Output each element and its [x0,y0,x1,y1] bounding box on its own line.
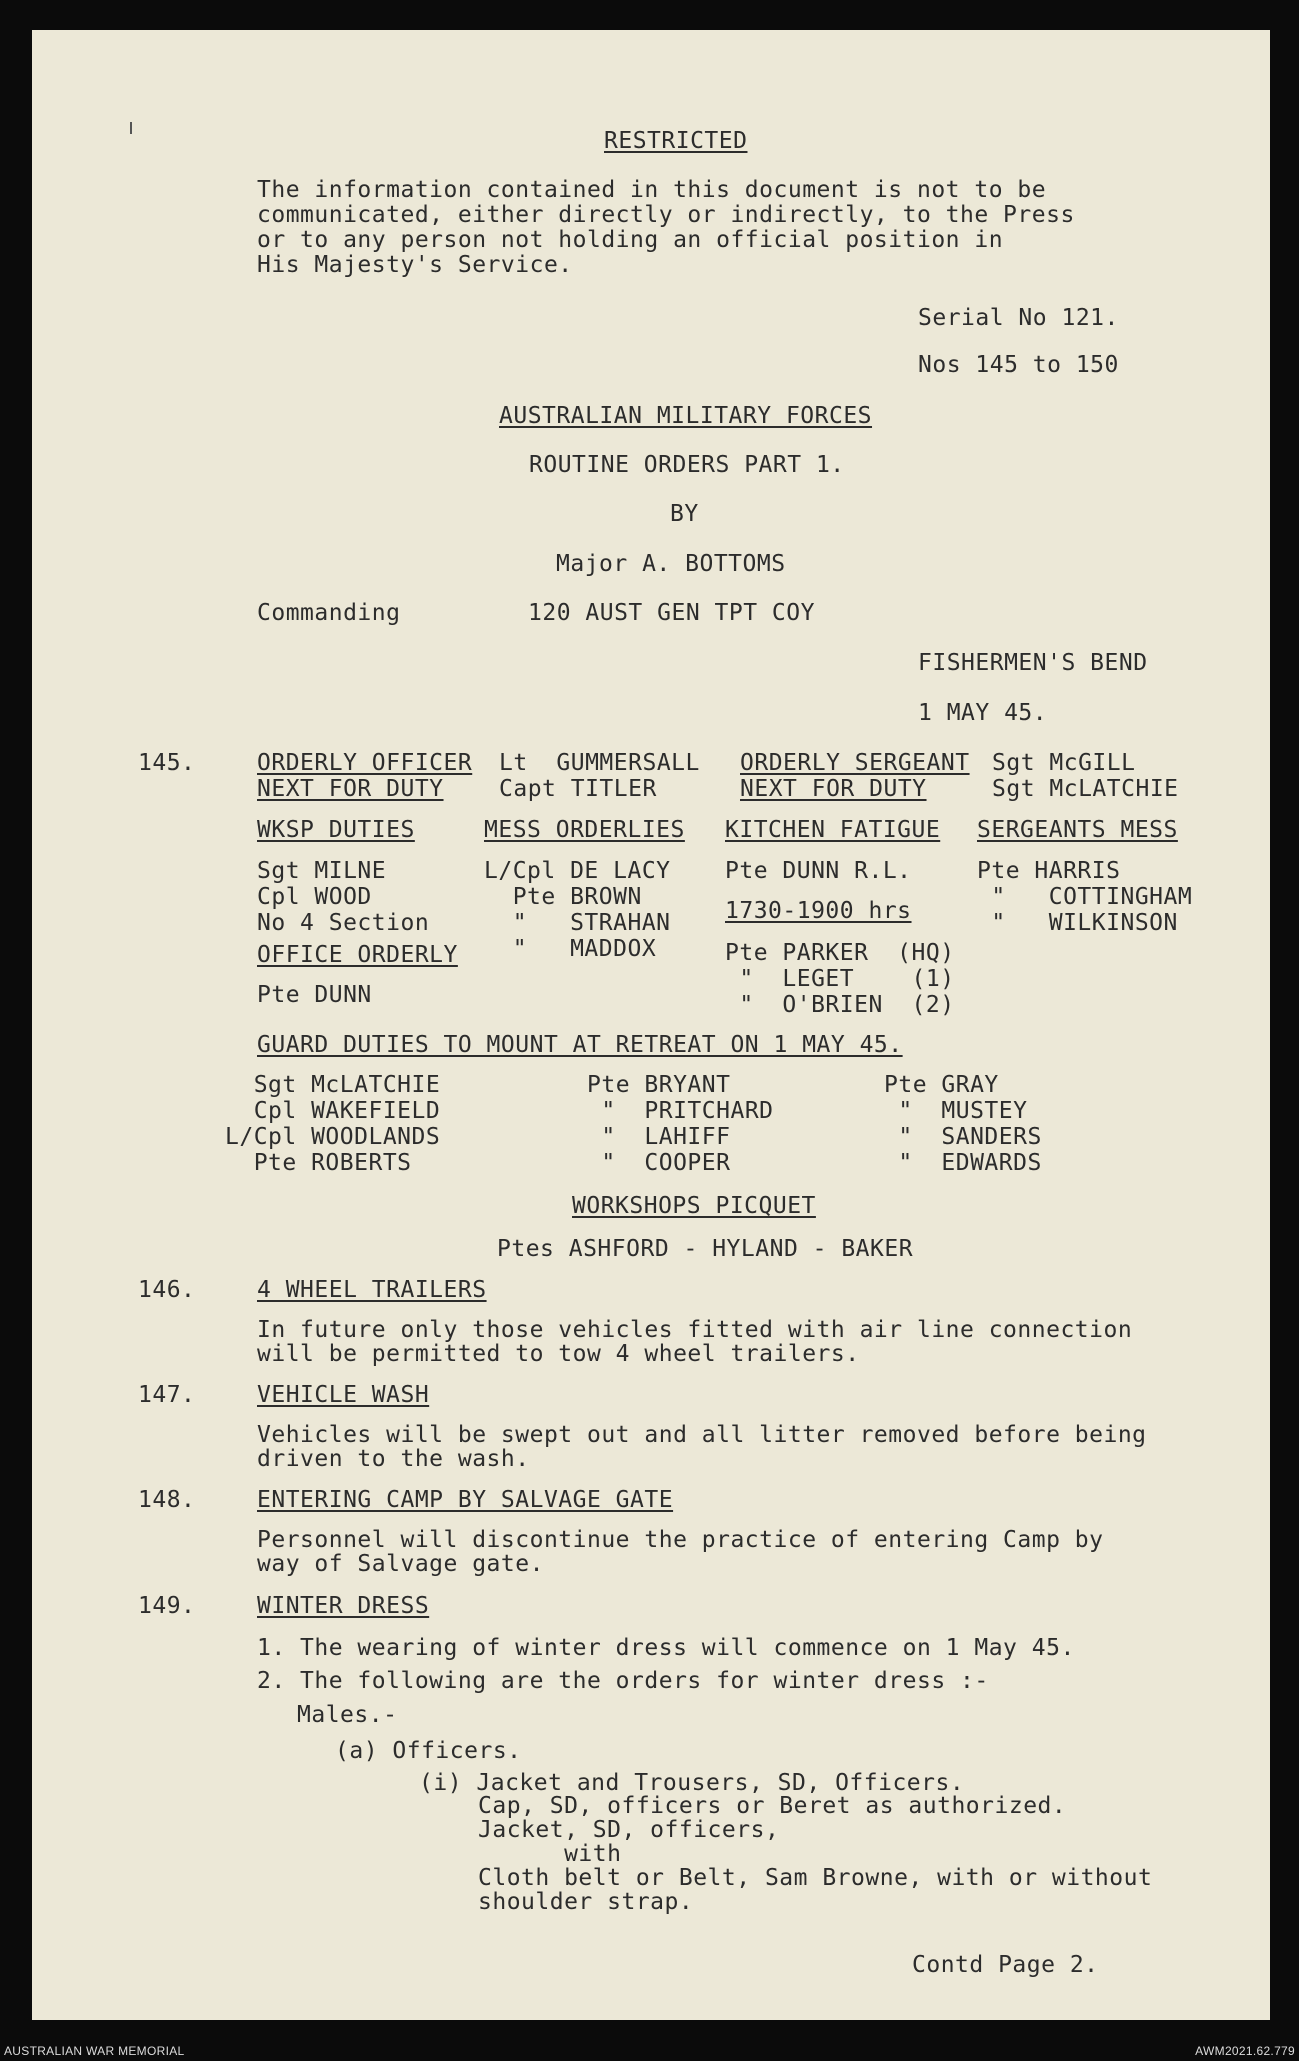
commanding-officer: Major A. BOTTOMS [556,551,786,577]
guard-list-col-3: Pte GRAY " MUSTEY " SANDERS " EDWARDS [884,1072,1042,1176]
place: FISHERMEN'S BEND [918,650,1148,676]
document-page [32,30,1270,2020]
next-officer: Capt TITLER [499,776,657,802]
next-sergeant: Sgt McLATCHIE [992,776,1179,802]
next-for-duty-sergeant-label: NEXT FOR DUTY [740,776,927,802]
sergeants-mess-label: SERGEANTS MESS [977,817,1178,843]
order-numbers: Nos 145 to 150 [918,352,1119,378]
order-147-heading: VEHICLE WASH [257,1382,430,1408]
by-line: BY [670,501,699,527]
order-148-number: 148. [138,1487,196,1513]
order-146-text: In future only those vehicles fitted with air line connection will be permitted to tow 4 wheel trailers. [257,1317,1133,1367]
winter-dress-item-lines: Cap, SD, officers or Beret as authorized. Jacket, SD, officers, with Cloth belt or Belt, Sam Browne, with or without shoulder strap. [478,1793,1153,1915]
kitchen-fatigue-person: Pte DUNN R.L. [725,858,912,884]
winter-dress-para-1: 1. The wearing of winter dress will commence on 1 May 45. [257,1635,1075,1661]
orderly-sergeant: Sgt McGILL [992,750,1136,776]
office-orderly: Pte DUNN [257,982,372,1008]
restricted-heading: RESTRICTED [604,128,748,154]
orders-title: ROUTINE ORDERS PART 1. [529,452,845,478]
kitchen-fatigue-list: Pte PARKER (HQ) " LEGET (1) " O'BRIEN (2) [725,940,955,1018]
wksp-duties-list: Sgt MILNE Cpl WOOD No 4 Section [257,858,430,936]
guard-list-col-1: Sgt McLATCHIE Cpl WAKEFIELD L/Cpl WOODLANDS Pte ROBERTS [225,1072,441,1176]
order-147-number: 147. [138,1382,196,1408]
footer-credit: AUSTRALIAN WAR MEMORIAL [4,2044,185,2058]
unit-name: 120 AUST GEN TPT COY [528,600,815,626]
order-148-heading: ENTERING CAMP BY SALVAGE GATE [257,1487,674,1513]
order-146-heading: 4 WHEEL TRAILERS [257,1277,487,1303]
mess-orderlies-list: L/Cpl DE LACY Pte BROWN " STRAHAN " MADDOX [484,858,671,962]
order-149-number: 149. [138,1593,196,1619]
continued-note: Contd Page 2. [912,1952,1099,1978]
order-146-number: 146. [138,1277,196,1303]
order-147-text: Vehicles will be swept out and all litter removed before being driven to the wash. [257,1422,1147,1472]
mess-orderlies-label: MESS ORDERLIES [484,817,685,843]
orderly-officer-label: ORDERLY OFFICER [257,750,473,776]
order-148-text: Personnel will discontinue the practice of entering Camp by way of Salvage gate. [257,1527,1104,1577]
force-title: AUSTRALIAN MILITARY FORCES [499,403,873,429]
date: 1 MAY 45. [918,700,1048,726]
order-149-heading: WINTER DRESS [257,1593,430,1619]
next-for-duty-officer-label: NEXT FOR DUTY [257,776,444,802]
guard-duties-label: GUARD DUTIES TO MOUNT AT RETREAT ON 1 MAY 45. [257,1032,903,1058]
orderly-officer: Lt GUMMERSALL [499,750,700,776]
order-145-number: 145. [138,750,196,776]
office-orderly-label: OFFICE ORDERLY [257,942,458,968]
winter-dress-para-2: 2. The following are the orders for winter dress :- [257,1668,989,1694]
guard-list-col-2: Pte BRYANT " PRITCHARD " LAHIFF " COOPER [587,1072,774,1176]
footer-accession-number: AWM2021.62.779 [1195,2044,1295,2058]
serial-number: Serial No 121. [918,305,1119,331]
restriction-notice: The information contained in this document is not to be communicated, either directly or indirectly, to the Press or to any person not holding an official position in His Majesty's Service. [257,177,1075,278]
orderly-sergeant-label: ORDERLY SERGEANT [740,750,970,776]
workshops-picquet-label: WORKSHOPS PICQUET [572,1193,816,1219]
sergeants-mess-list: Pte HARRIS " COTTINGHAM " WILKINSON [977,858,1193,936]
commanding-label: Commanding [257,600,401,626]
margin-mark [130,122,132,134]
officers-label: (a) Officers. [335,1738,522,1764]
workshops-picquet: Ptes ASHFORD - HYLAND - BAKER [497,1236,914,1262]
kitchen-fatigue-hours: 1730-1900 hrs [725,898,912,924]
wksp-duties-label: WKSP DUTIES [257,817,415,843]
males-label: Males.- [297,1702,398,1728]
kitchen-fatigue-label: KITCHEN FATIGUE [725,817,941,843]
winter-dress-item-i: (i) Jacket and Trousers, SD, Officers. [419,1770,965,1796]
